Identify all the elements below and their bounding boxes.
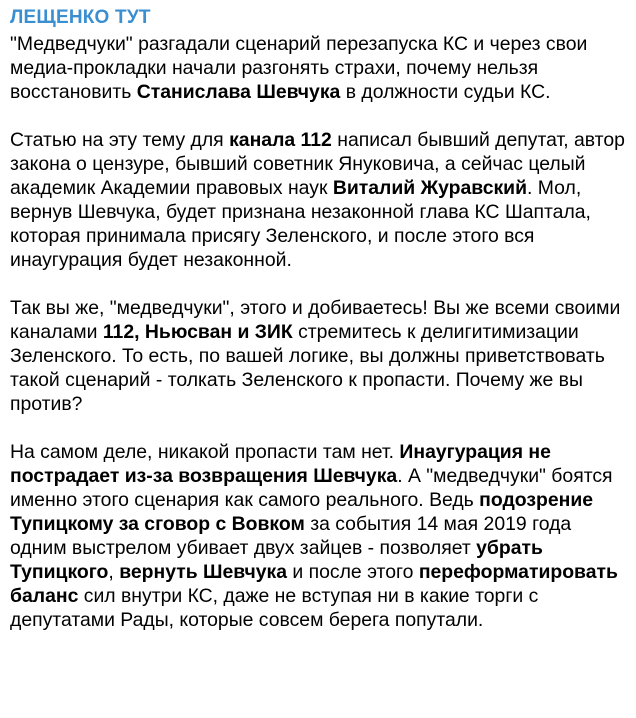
text-run: . А "медведчуки" боятся именно этого сценария как самого реального. Ведь bbox=[10, 465, 613, 511]
post-paragraph bbox=[10, 128, 626, 272]
paragraph-gap bbox=[10, 416, 626, 440]
post-body bbox=[10, 32, 626, 632]
bold-text: 112, Ньюсван и ЗИК bbox=[102, 321, 293, 343]
post-paragraph bbox=[10, 296, 626, 416]
bold-text: убрать Тупицкого bbox=[10, 537, 543, 583]
text-run: На самом деле, никакой пропасти там нет. bbox=[10, 441, 400, 463]
text-run: за события 14 мая 2019 года одним выстрелом убивает двух зайцев - позволяет bbox=[10, 513, 572, 559]
text-run: Статью на эту тему для bbox=[10, 129, 230, 151]
post-paragraph bbox=[10, 440, 626, 632]
post-paragraph bbox=[10, 32, 626, 104]
paragraph-gap bbox=[10, 104, 626, 128]
text-run: , bbox=[108, 561, 120, 583]
text-run: стремитесь к делигитимизации Зеленского. То есть, по вашей логике, вы должны приветствовать такой сценарий - толкать Зеленского к пропасти. Почему же вы против? bbox=[10, 321, 605, 415]
text-run: . Мол, вернув Шевчука, будет признана незаконной глава КС Шаптала, которая принимала присягу Зеленского, и после этого вся инаугурация будет незаконной. bbox=[10, 177, 591, 271]
bold-text: канала 112 bbox=[229, 129, 332, 151]
text-run: в должности судьи КС. bbox=[340, 81, 551, 103]
paragraph-gap bbox=[10, 272, 626, 296]
bold-text: вернуть Шевчука bbox=[119, 561, 287, 583]
bold-text: Инаугурация не пострадает из-за возвращения Шевчука bbox=[10, 441, 551, 487]
bold-text: Станислава Шевчука bbox=[136, 81, 341, 103]
bold-text: подозрение Тупицкому за сговор с Вовком bbox=[10, 489, 594, 535]
text-run: написал бывший депутат, автор закона о цензуре, бывший советник Януковича, а сейчас целый академик Академии правовых наук bbox=[10, 129, 625, 199]
bold-text: Виталий Журавский bbox=[332, 177, 528, 199]
text-run: Так вы же, "медведчуки", этого и добиваетесь! Вы же всеми своими каналами bbox=[10, 297, 621, 343]
bold-text: переформатировать баланс bbox=[10, 561, 618, 607]
text-run: "Медведчуки" разгадали сценарий перезапуска КС и через свои медиа-прокладки начали разгонять страхи, почему нельзя восстановить bbox=[10, 33, 588, 103]
channel-name[interactable]: ЛЕЩЕНКО ТУТ bbox=[10, 7, 151, 28]
text-run: и после этого bbox=[287, 561, 419, 583]
text-run: сил внутри КС, даже не вступая ни в какие торги с депутатами Рады, которые совсем берега попутали. bbox=[10, 585, 539, 631]
